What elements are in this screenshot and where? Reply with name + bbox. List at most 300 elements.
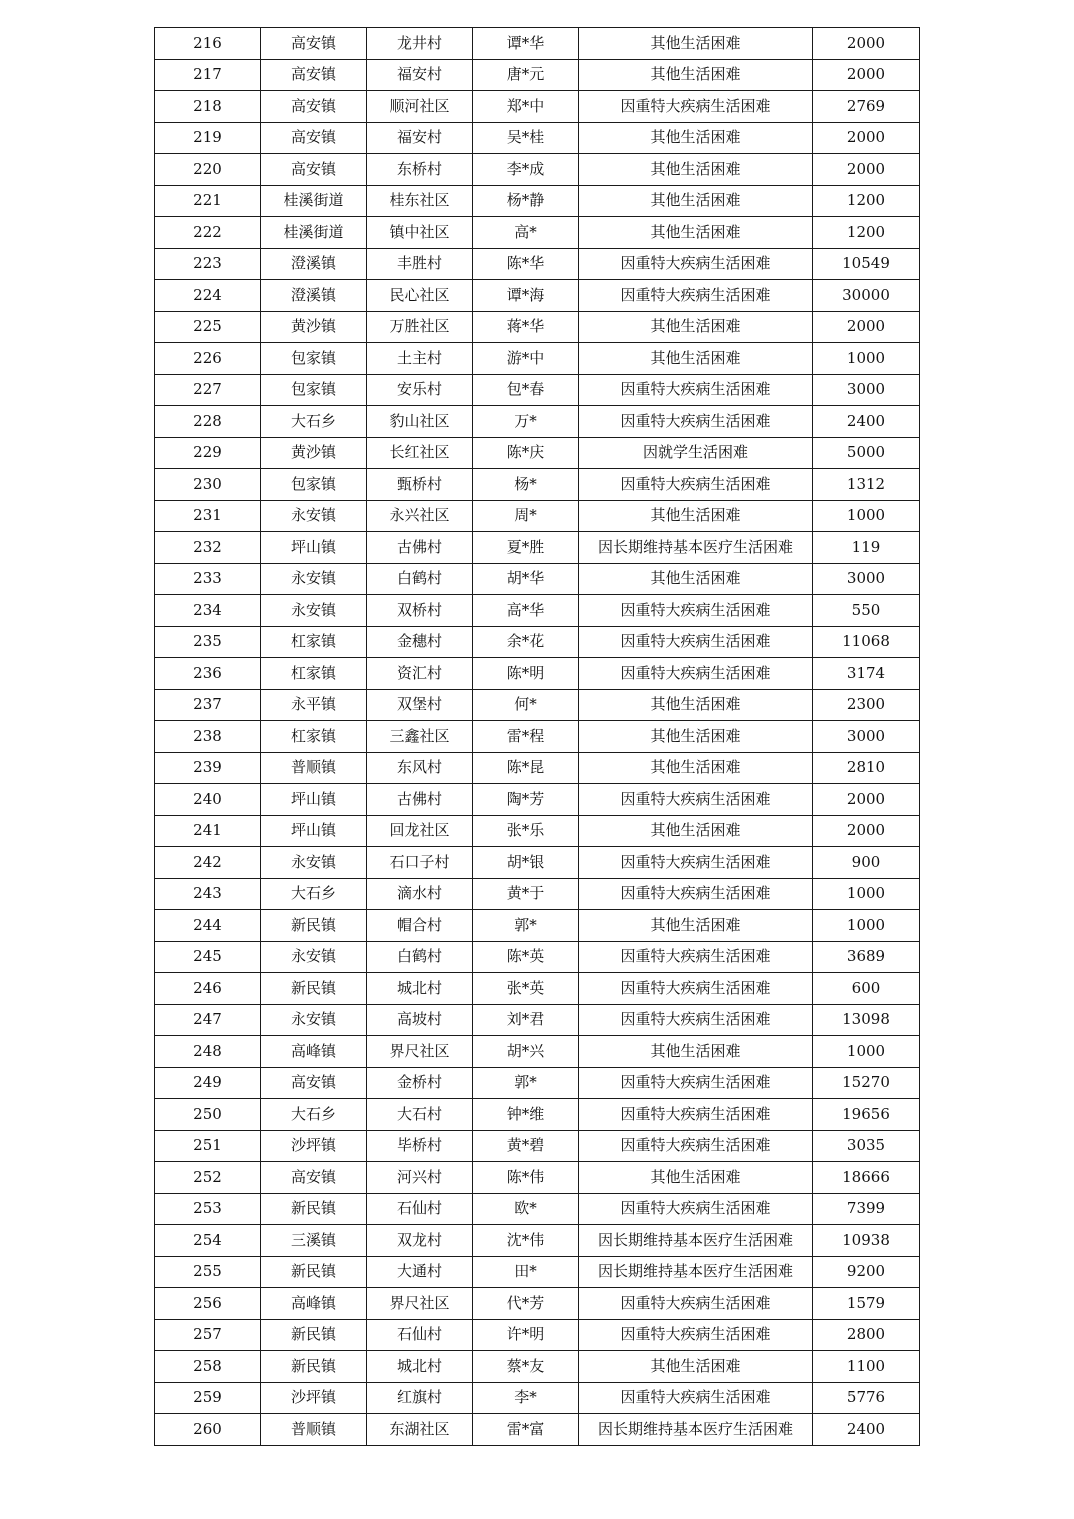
relief-amount-cell: 19656 (813, 1099, 920, 1131)
recipient-name-cell: 胡*华 (473, 563, 579, 595)
town-cell: 普顺镇 (261, 752, 367, 784)
table-row (155, 1319, 920, 1351)
village-cell: 城北村 (367, 973, 473, 1005)
relief-amount-cell: 1579 (813, 1288, 920, 1320)
table-row (155, 59, 920, 91)
relief-amount-cell: 2000 (813, 154, 920, 186)
town-cell: 新民镇 (261, 910, 367, 942)
recipient-name-cell: 黄*碧 (473, 1130, 579, 1162)
recipient-name-cell: 许*明 (473, 1319, 579, 1351)
town-cell: 包家镇 (261, 343, 367, 375)
recipient-name-cell: 谭*华 (473, 28, 579, 60)
relief-amount-cell: 2300 (813, 689, 920, 721)
hardship-reason-cell: 其他生活困难 (579, 343, 813, 375)
hardship-reason-cell: 其他生活困难 (579, 721, 813, 753)
hardship-reason-cell: 其他生活困难 (579, 500, 813, 532)
table-row (155, 374, 920, 406)
village-cell: 土主村 (367, 343, 473, 375)
village-cell: 长红社区 (367, 437, 473, 469)
village-cell: 帽合村 (367, 910, 473, 942)
town-cell: 大石乡 (261, 878, 367, 910)
row-number-cell: 224 (155, 280, 261, 312)
relief-amount-cell: 11068 (813, 626, 920, 658)
recipient-name-cell: 张*乐 (473, 815, 579, 847)
hardship-reason-cell: 因重特大疾病生活困难 (579, 1319, 813, 1351)
town-cell: 杠家镇 (261, 658, 367, 690)
village-cell: 顺河社区 (367, 91, 473, 123)
village-cell: 永兴社区 (367, 500, 473, 532)
table-row (155, 626, 920, 658)
hardship-reason-cell: 其他生活困难 (579, 910, 813, 942)
town-cell: 永平镇 (261, 689, 367, 721)
hardship-reason-cell: 因长期维持基本医疗生活困难 (579, 1414, 813, 1446)
town-cell: 高安镇 (261, 154, 367, 186)
relief-amount-cell: 2000 (813, 28, 920, 60)
relief-amount-cell: 9200 (813, 1256, 920, 1288)
relief-amount-cell: 3000 (813, 721, 920, 753)
row-number-cell: 245 (155, 941, 261, 973)
town-cell: 黄沙镇 (261, 437, 367, 469)
table-row (155, 406, 920, 438)
hardship-reason-cell: 其他生活困难 (579, 311, 813, 343)
recipient-name-cell: 陈*英 (473, 941, 579, 973)
village-cell: 界尺社区 (367, 1036, 473, 1068)
town-cell: 高安镇 (261, 122, 367, 154)
hardship-reason-cell: 因重特大疾病生活困难 (579, 626, 813, 658)
village-cell: 东桥村 (367, 154, 473, 186)
village-cell: 河兴村 (367, 1162, 473, 1194)
village-cell: 城北村 (367, 1351, 473, 1383)
village-cell: 双堡村 (367, 689, 473, 721)
town-cell: 永安镇 (261, 1004, 367, 1036)
row-number-cell: 250 (155, 1099, 261, 1131)
hardship-reason-cell: 因重特大疾病生活困难 (579, 1193, 813, 1225)
table-row (155, 563, 920, 595)
table-row (155, 1067, 920, 1099)
row-number-cell: 219 (155, 122, 261, 154)
village-cell: 龙井村 (367, 28, 473, 60)
table-row (155, 721, 920, 753)
hardship-reason-cell: 其他生活困难 (579, 217, 813, 249)
row-number-cell: 251 (155, 1130, 261, 1162)
hardship-reason-cell: 其他生活困难 (579, 815, 813, 847)
recipient-name-cell: 蒋*华 (473, 311, 579, 343)
table-row (155, 28, 920, 60)
village-cell: 桂东社区 (367, 185, 473, 217)
table-row (155, 784, 920, 816)
row-number-cell: 232 (155, 532, 261, 564)
table-row (155, 500, 920, 532)
town-cell: 坪山镇 (261, 815, 367, 847)
table-row (155, 658, 920, 690)
hardship-reason-cell: 因长期维持基本医疗生活困难 (579, 1256, 813, 1288)
hardship-reason-cell: 其他生活困难 (579, 59, 813, 91)
town-cell: 沙坪镇 (261, 1382, 367, 1414)
town-cell: 新民镇 (261, 1319, 367, 1351)
hardship-reason-cell: 因重特大疾病生活困难 (579, 280, 813, 312)
town-cell: 新民镇 (261, 1351, 367, 1383)
recipient-name-cell: 万* (473, 406, 579, 438)
recipient-name-cell: 钟*维 (473, 1099, 579, 1131)
village-cell: 福安村 (367, 59, 473, 91)
row-number-cell: 242 (155, 847, 261, 879)
row-number-cell: 239 (155, 752, 261, 784)
recipient-name-cell: 郭* (473, 910, 579, 942)
table-row (155, 532, 920, 564)
hardship-reason-cell: 因重特大疾病生活困难 (579, 1130, 813, 1162)
relief-amount-cell: 2000 (813, 59, 920, 91)
town-cell: 杠家镇 (261, 626, 367, 658)
town-cell: 高峰镇 (261, 1036, 367, 1068)
relief-amount-cell: 3000 (813, 563, 920, 595)
row-number-cell: 249 (155, 1067, 261, 1099)
relief-amount-cell: 1000 (813, 910, 920, 942)
village-cell: 石仙村 (367, 1319, 473, 1351)
village-cell: 豹山社区 (367, 406, 473, 438)
relief-amount-cell: 1000 (813, 343, 920, 375)
village-cell: 资汇村 (367, 658, 473, 690)
row-number-cell: 241 (155, 815, 261, 847)
hardship-reason-cell: 其他生活困难 (579, 122, 813, 154)
table-row (155, 1288, 920, 1320)
relief-recipient-table (154, 27, 920, 1446)
recipient-name-cell: 包*春 (473, 374, 579, 406)
table-row (155, 248, 920, 280)
relief-amount-cell: 3000 (813, 374, 920, 406)
village-cell: 石口子村 (367, 847, 473, 879)
town-cell: 新民镇 (261, 1256, 367, 1288)
row-number-cell: 220 (155, 154, 261, 186)
table-row (155, 437, 920, 469)
recipient-name-cell: 高* (473, 217, 579, 249)
town-cell: 黄沙镇 (261, 311, 367, 343)
recipient-name-cell: 陈*华 (473, 248, 579, 280)
village-cell: 界尺社区 (367, 1288, 473, 1320)
hardship-reason-cell: 其他生活困难 (579, 563, 813, 595)
row-number-cell: 229 (155, 437, 261, 469)
relief-amount-cell: 2000 (813, 815, 920, 847)
table-row (155, 154, 920, 186)
town-cell: 大石乡 (261, 406, 367, 438)
village-cell: 福安村 (367, 122, 473, 154)
village-cell: 双桥村 (367, 595, 473, 627)
relief-amount-cell: 5776 (813, 1382, 920, 1414)
relief-amount-cell: 1200 (813, 217, 920, 249)
town-cell: 永安镇 (261, 563, 367, 595)
village-cell: 白鹤村 (367, 563, 473, 595)
village-cell: 丰胜村 (367, 248, 473, 280)
recipient-name-cell: 张*英 (473, 973, 579, 1005)
recipient-name-cell: 雷*程 (473, 721, 579, 753)
town-cell: 大石乡 (261, 1099, 367, 1131)
recipient-name-cell: 高*华 (473, 595, 579, 627)
table-row (155, 1351, 920, 1383)
hardship-reason-cell: 因重特大疾病生活困难 (579, 1099, 813, 1131)
table-row (155, 1162, 920, 1194)
recipient-name-cell: 欧* (473, 1193, 579, 1225)
town-cell: 桂溪街道 (261, 185, 367, 217)
relief-amount-cell: 1000 (813, 500, 920, 532)
relief-amount-cell: 3035 (813, 1130, 920, 1162)
hardship-reason-cell: 其他生活困难 (579, 1036, 813, 1068)
hardship-reason-cell: 因重特大疾病生活困难 (579, 374, 813, 406)
relief-amount-cell: 1100 (813, 1351, 920, 1383)
hardship-reason-cell: 其他生活困难 (579, 28, 813, 60)
table-row (155, 973, 920, 1005)
hardship-reason-cell: 因重特大疾病生活困难 (579, 1382, 813, 1414)
table-row (155, 1382, 920, 1414)
recipient-name-cell: 胡*兴 (473, 1036, 579, 1068)
recipient-name-cell: 唐*元 (473, 59, 579, 91)
table-row (155, 910, 920, 942)
relief-amount-cell: 13098 (813, 1004, 920, 1036)
table-row (155, 752, 920, 784)
hardship-reason-cell: 因就学生活困难 (579, 437, 813, 469)
village-cell: 滴水村 (367, 878, 473, 910)
hardship-reason-cell: 因重特大疾病生活困难 (579, 248, 813, 280)
table-row (155, 217, 920, 249)
relief-amount-cell: 7399 (813, 1193, 920, 1225)
town-cell: 澄溪镇 (261, 248, 367, 280)
relief-amount-cell: 2810 (813, 752, 920, 784)
row-number-cell: 226 (155, 343, 261, 375)
row-number-cell: 225 (155, 311, 261, 343)
town-cell: 沙坪镇 (261, 1130, 367, 1162)
recipient-name-cell: 何* (473, 689, 579, 721)
table-row (155, 847, 920, 879)
hardship-reason-cell: 因重特大疾病生活困难 (579, 406, 813, 438)
village-cell: 大通村 (367, 1256, 473, 1288)
row-number-cell: 228 (155, 406, 261, 438)
table-row (155, 185, 920, 217)
recipient-name-cell: 胡*银 (473, 847, 579, 879)
relief-amount-cell: 10549 (813, 248, 920, 280)
relief-amount-cell: 1000 (813, 878, 920, 910)
hardship-reason-cell: 其他生活困难 (579, 185, 813, 217)
recipient-name-cell: 周* (473, 500, 579, 532)
table-row (155, 1225, 920, 1257)
table-row (155, 122, 920, 154)
row-number-cell: 217 (155, 59, 261, 91)
town-cell: 杠家镇 (261, 721, 367, 753)
town-cell: 永安镇 (261, 500, 367, 532)
table-row (155, 311, 920, 343)
row-number-cell: 254 (155, 1225, 261, 1257)
village-cell: 万胜社区 (367, 311, 473, 343)
recipient-name-cell: 陈*昆 (473, 752, 579, 784)
hardship-reason-cell: 因重特大疾病生活困难 (579, 1288, 813, 1320)
table-row (155, 1193, 920, 1225)
town-cell: 澄溪镇 (261, 280, 367, 312)
recipient-name-cell: 游*中 (473, 343, 579, 375)
town-cell: 高峰镇 (261, 1288, 367, 1320)
village-cell: 红旗村 (367, 1382, 473, 1414)
village-cell: 东风村 (367, 752, 473, 784)
town-cell: 永安镇 (261, 847, 367, 879)
hardship-reason-cell: 其他生活困难 (579, 752, 813, 784)
table-row (155, 1099, 920, 1131)
recipient-name-cell: 夏*胜 (473, 532, 579, 564)
recipient-name-cell: 陈*庆 (473, 437, 579, 469)
town-cell: 高安镇 (261, 59, 367, 91)
row-number-cell: 218 (155, 91, 261, 123)
relief-amount-cell: 18666 (813, 1162, 920, 1194)
village-cell: 双龙村 (367, 1225, 473, 1257)
hardship-reason-cell: 其他生活困难 (579, 689, 813, 721)
hardship-reason-cell: 其他生活困难 (579, 1351, 813, 1383)
row-number-cell: 221 (155, 185, 261, 217)
hardship-reason-cell: 因重特大疾病生活困难 (579, 658, 813, 690)
hardship-reason-cell: 其他生活困难 (579, 154, 813, 186)
recipient-name-cell: 陈*明 (473, 658, 579, 690)
row-number-cell: 253 (155, 1193, 261, 1225)
village-cell: 白鹤村 (367, 941, 473, 973)
hardship-reason-cell: 因长期维持基本医疗生活困难 (579, 532, 813, 564)
relief-amount-cell: 2769 (813, 91, 920, 123)
village-cell: 高坡村 (367, 1004, 473, 1036)
relief-amount-cell: 2000 (813, 311, 920, 343)
village-cell: 石仙村 (367, 1193, 473, 1225)
row-number-cell: 255 (155, 1256, 261, 1288)
hardship-reason-cell: 其他生活困难 (579, 1162, 813, 1194)
village-cell: 民心社区 (367, 280, 473, 312)
table-row (155, 91, 920, 123)
town-cell: 高安镇 (261, 1067, 367, 1099)
row-number-cell: 222 (155, 217, 261, 249)
row-number-cell: 258 (155, 1351, 261, 1383)
relief-amount-cell: 2400 (813, 1414, 920, 1446)
recipient-name-cell: 陶*芳 (473, 784, 579, 816)
relief-amount-cell: 1312 (813, 469, 920, 501)
recipient-name-cell: 杨* (473, 469, 579, 501)
recipient-name-cell: 蔡*友 (473, 1351, 579, 1383)
relief-amount-cell: 1200 (813, 185, 920, 217)
row-number-cell: 238 (155, 721, 261, 753)
hardship-reason-cell: 因重特大疾病生活困难 (579, 469, 813, 501)
relief-amount-cell: 5000 (813, 437, 920, 469)
row-number-cell: 246 (155, 973, 261, 1005)
hardship-reason-cell: 因重特大疾病生活困难 (579, 1067, 813, 1099)
recipient-name-cell: 李*成 (473, 154, 579, 186)
row-number-cell: 233 (155, 563, 261, 595)
village-cell: 大石村 (367, 1099, 473, 1131)
relief-amount-cell: 2400 (813, 406, 920, 438)
town-cell: 高安镇 (261, 28, 367, 60)
row-number-cell: 237 (155, 689, 261, 721)
relief-amount-cell: 2000 (813, 784, 920, 816)
row-number-cell: 236 (155, 658, 261, 690)
row-number-cell: 227 (155, 374, 261, 406)
village-cell: 东湖社区 (367, 1414, 473, 1446)
row-number-cell: 240 (155, 784, 261, 816)
hardship-reason-cell: 因重特大疾病生活困难 (579, 973, 813, 1005)
recipient-name-cell: 刘*君 (473, 1004, 579, 1036)
row-number-cell: 247 (155, 1004, 261, 1036)
row-number-cell: 244 (155, 910, 261, 942)
village-cell: 甄桥村 (367, 469, 473, 501)
row-number-cell: 257 (155, 1319, 261, 1351)
table-row (155, 941, 920, 973)
table-row (155, 1004, 920, 1036)
row-number-cell: 243 (155, 878, 261, 910)
recipient-name-cell: 黄*于 (473, 878, 579, 910)
village-cell: 镇中社区 (367, 217, 473, 249)
recipient-name-cell: 雷*富 (473, 1414, 579, 1446)
hardship-reason-cell: 因重特大疾病生活困难 (579, 847, 813, 879)
relief-amount-cell: 10938 (813, 1225, 920, 1257)
hardship-reason-cell: 因重特大疾病生活困难 (579, 1004, 813, 1036)
relief-amount-cell: 30000 (813, 280, 920, 312)
row-number-cell: 234 (155, 595, 261, 627)
village-cell: 三鑫社区 (367, 721, 473, 753)
recipient-name-cell: 郭* (473, 1067, 579, 1099)
table-body (155, 28, 920, 1446)
relief-amount-cell: 3174 (813, 658, 920, 690)
row-number-cell: 259 (155, 1382, 261, 1414)
village-cell: 回龙社区 (367, 815, 473, 847)
town-cell: 永安镇 (261, 941, 367, 973)
town-cell: 新民镇 (261, 1193, 367, 1225)
relief-amount-cell: 900 (813, 847, 920, 879)
relief-amount-cell: 550 (813, 595, 920, 627)
row-number-cell: 230 (155, 469, 261, 501)
table-row (155, 469, 920, 501)
town-cell: 高安镇 (261, 91, 367, 123)
relief-amount-cell: 3689 (813, 941, 920, 973)
recipient-name-cell: 谭*海 (473, 280, 579, 312)
hardship-reason-cell: 因重特大疾病生活困难 (579, 91, 813, 123)
row-number-cell: 231 (155, 500, 261, 532)
village-cell: 古佛村 (367, 784, 473, 816)
town-cell: 新民镇 (261, 973, 367, 1005)
row-number-cell: 252 (155, 1162, 261, 1194)
relief-amount-cell: 119 (813, 532, 920, 564)
town-cell: 三溪镇 (261, 1225, 367, 1257)
row-number-cell: 256 (155, 1288, 261, 1320)
row-number-cell: 248 (155, 1036, 261, 1068)
relief-amount-cell: 2000 (813, 122, 920, 154)
recipient-name-cell: 田* (473, 1256, 579, 1288)
table-row (155, 1130, 920, 1162)
recipient-name-cell: 杨*静 (473, 185, 579, 217)
town-cell: 普顺镇 (261, 1414, 367, 1446)
table-row (155, 878, 920, 910)
table-row (155, 595, 920, 627)
recipient-name-cell: 沈*伟 (473, 1225, 579, 1257)
village-cell: 金桥村 (367, 1067, 473, 1099)
town-cell: 坪山镇 (261, 532, 367, 564)
village-cell: 安乐村 (367, 374, 473, 406)
row-number-cell: 223 (155, 248, 261, 280)
town-cell: 永安镇 (261, 595, 367, 627)
relief-amount-cell: 1000 (813, 1036, 920, 1068)
row-number-cell: 260 (155, 1414, 261, 1446)
village-cell: 金穗村 (367, 626, 473, 658)
table-row (155, 1036, 920, 1068)
row-number-cell: 235 (155, 626, 261, 658)
hardship-reason-cell: 因重特大疾病生活困难 (579, 878, 813, 910)
row-number-cell: 216 (155, 28, 261, 60)
hardship-reason-cell: 因重特大疾病生活困难 (579, 784, 813, 816)
recipient-name-cell: 代*芳 (473, 1288, 579, 1320)
town-cell: 高安镇 (261, 1162, 367, 1194)
recipient-name-cell: 郑*中 (473, 91, 579, 123)
recipient-name-cell: 李* (473, 1382, 579, 1414)
village-cell: 毕桥村 (367, 1130, 473, 1162)
town-cell: 包家镇 (261, 469, 367, 501)
town-cell: 坪山镇 (261, 784, 367, 816)
table-row (155, 815, 920, 847)
